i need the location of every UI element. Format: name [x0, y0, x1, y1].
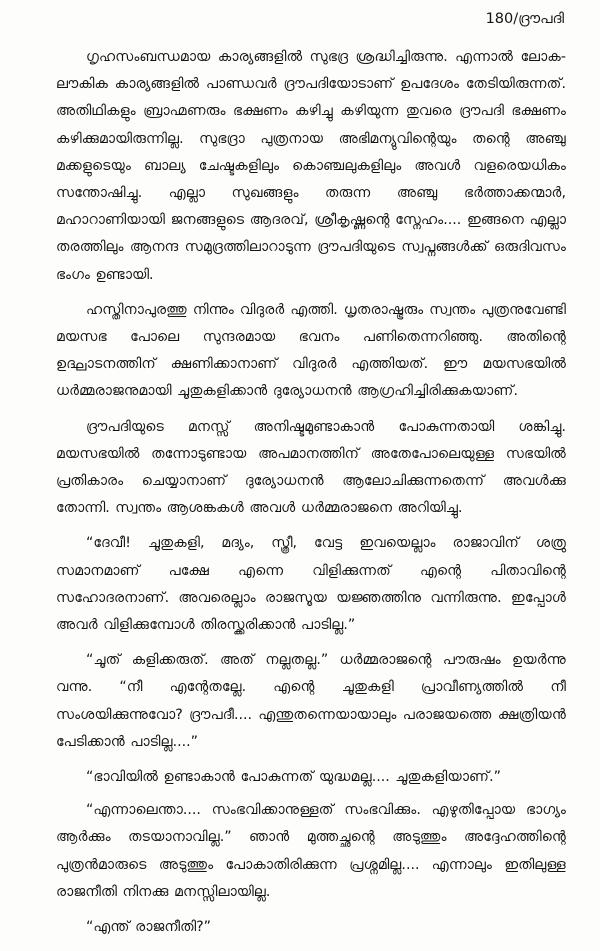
paragraph-4: “ദേവീ! ചൂതുകളി, മദ്യം, സ്ത്രീ, വേട്ട ഇവയെല്ലാം രാജാവിന് ശത്രു സമാനമാണ് പക്ഷേ എന്നെ വിളിക്കുന്നത് എന്റെ പിതാവിന്റെ സഹോദരനാണ്. അവരെല്ലാം രാജസൂയ യജ്ഞത്തിനു വന്നിരുന്നു. ഇപ്പോൾ അവർ വിളിക്കുമ്പോൾ തിരസ്ക്കരിക്കാൻ പാടില്ല.”	[56, 535, 566, 634]
paragraph-5: “ചൂത് കളിക്കരുത്. അത് നല്ലതല്ല.” ധർമ്മരാജന്റെ പൗരുഷം ഉയർന്നു വന്നു. “നീ എന്റേതല്ലേ. എന്റെ ചൂതുകളി പ്രാവീണ്യത്തിൽ നീ സംശയിക്കുന്നുവോ? ദ്രൗപദീ.... എന്തുതന്നെയായാലും പരാജയത്തെ ക്ഷത്രിയൻ പേടിക്കാൻ പാടില്ല....”	[56, 652, 566, 750]
paragraph-1: ഗൃഹസംബന്ധമായ കാര്യങ്ങളിൽ സുഭദ്ര ശ്രദ്ധിച്ചിരുന്നു. എന്നാൽ ലോക-ലൗകിക കാര്യങ്ങളിൽ പാണ്ഡവർ ദ്രൗപദിയോടാണ് ഉപദേശം തേടിയിരുന്നത്. അതിഥികളും ബ്രാഹ്മണരും ഭക്ഷണം കഴിച്ചു കഴിയുന്ന തുവരെ ദ്രൗപദി ഭക്ഷണം കഴിക്കുമായിരുന്നില്ല. സുഭദ്രാ പുത്രനായ അഭിമന്യുവിന്റെയും തന്റെ അഞ്ചു മക്കളുടെയും ബാല്യ ചേഷ്ടകളിലും കൊഞ്ചലുകളിലും അവൾ വളരെയധികം സന്തോഷിച്ചു. എല്ലാ സുഖങ്ങളും തരുന്ന അഞ്ചു ഭർത്താക്കന്മാർ, മഹാറാണിയായി ജനങ്ങളുടെ ആദരവ്, ശ്രീകൃഷ്ണന്റെ സ്നേഹം.... ഇങ്ങനെ എല്ലാ തരത്തിലും ആനന്ദ സമുദ്രത്തിലാറാടുന്ന ദ്രൗപദിയുടെ സ്വപ്നങ്ങൾക്ക് ഒരുദിവസം ഭംഗം ഉണ്ടായി.	[56, 49, 566, 283]
paragraph-7: “എന്നാലെന്താ.... സംഭവിക്കാനുള്ളത് സംഭവിക്കും. എഴുതിപ്പോയ ഭാഗ്യം ആർക്കും തടയാനാവില്ല.” ഞാൻ മുത്തച്ഛന്റെ അടുത്തും അദ്ദേഹത്തിന്റെ പുത്രൻമാരുടെ അടുത്തും പോകാതിരിക്കുന്ന പ്രശ്നമില്ല.... എന്നാലും ഇതിലുള്ള രാജനീതി നിനക്കു മനസ്സിലായില്ല.	[56, 802, 566, 900]
paragraph-6: “ഭാവിയിൽ ഉണ്ടാകാൻ പോകുന്നത് യുദ്ധമല്ല.... ചൂതുകളിയാണ്.”	[86, 769, 501, 786]
running-head: 180/ദ്രൗപദി	[485, 11, 564, 27]
paragraph-8: “എന്ത് രാജനീതി?”	[86, 919, 212, 936]
paragraph-2: ഹസ്തിനാപുരത്തു നിന്നും വിദുരർ എത്തി. ധൃതരാഷ്ട്രരും സ്വന്തം പുത്രനുവേണ്ടി മയസഭ പോലെ സുന്ദരമായ ഭവനം പണിതെന്നറിഞ്ഞു. അതിന്റെ ഉദ്ഘാടനത്തിന് ക്ഷണിക്കാനാണ് വിദുരർ എത്തിയത്. ഈ മയസഭയിൽ ധർമ്മരാജനുമായി ചൂതുകളിക്കാൻ ദുര്യോധനൻ ആഗ്രഹിച്ചിരിക്കുകയാണ്.	[56, 301, 566, 400]
paragraph-3: ദ്രൗപദിയുടെ മനസ്സ് അനിഷ്ടമുണ്ടാകാൻ പോകുന്നതായി ശങ്കിച്ചു. മയസഭയിൽ തന്നോടുണ്ടായ അപമാനത്തിന് അതേപോലെയുള്ള സഭയിൽ പ്രതികാരം ചെയ്യാനാണ് ദുര്യോധനൻ ആലോചിക്കുന്നതെന്ന് അവൾക്കു തോന്നി. സ്വന്തം ആശങ്കകൾ അവൾ ധർമ്മരാജനെ അറിയിച്ചു.	[56, 418, 566, 517]
